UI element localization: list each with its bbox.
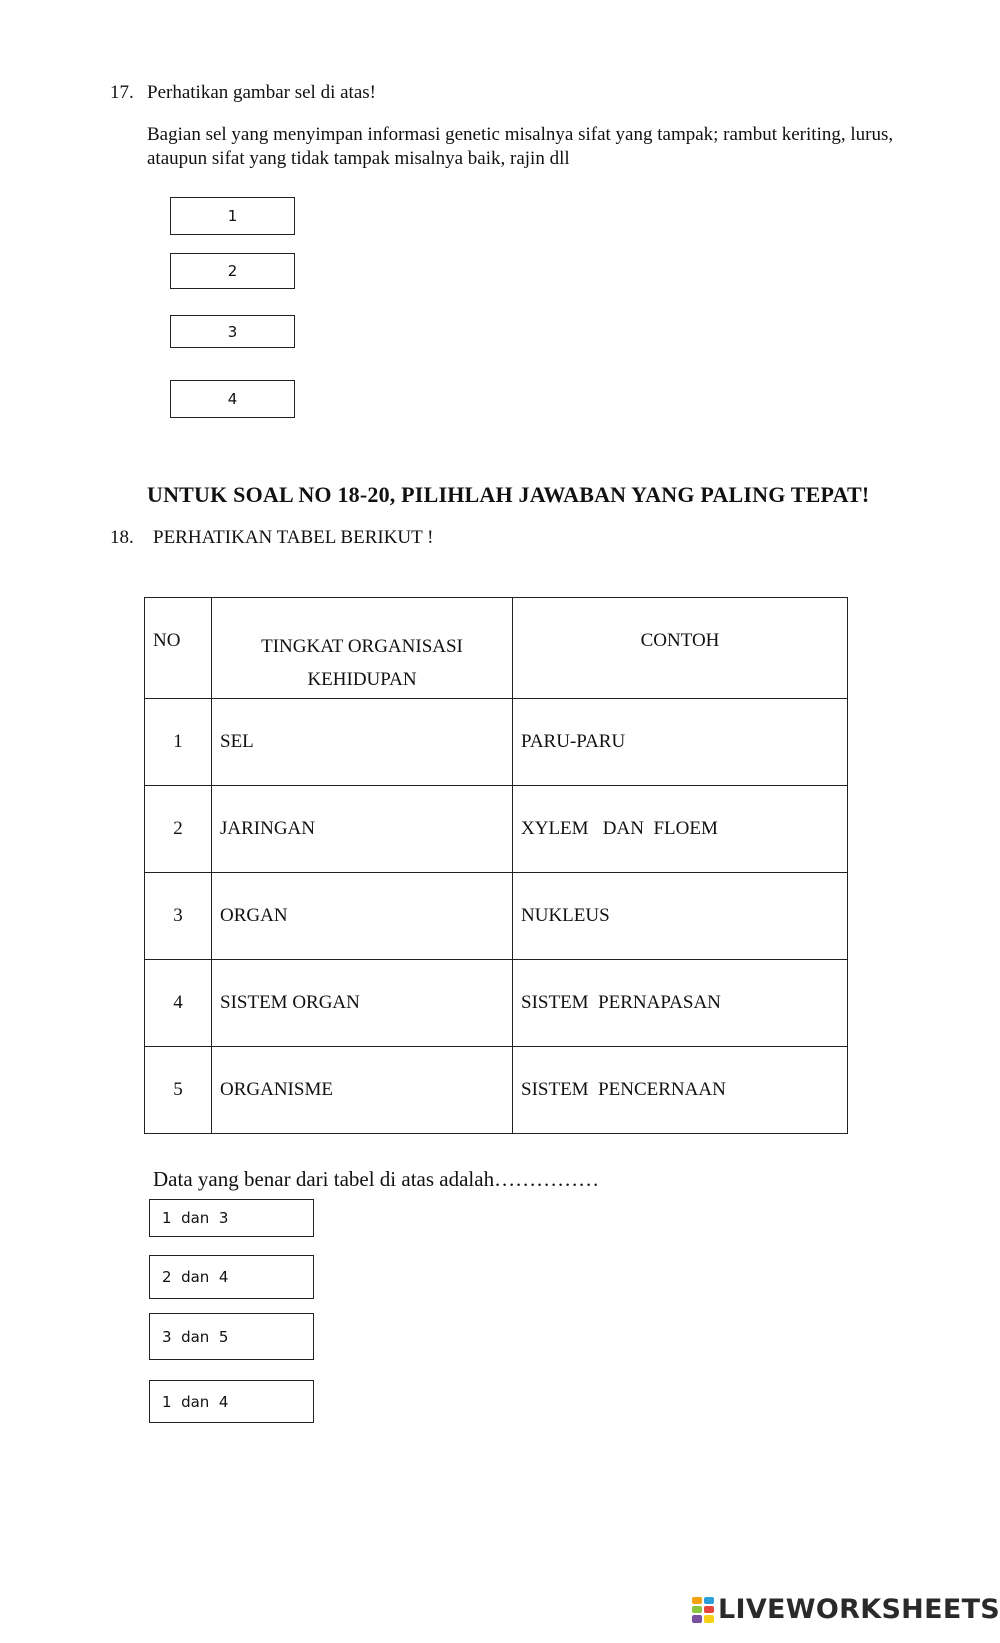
row-no: 1 (145, 699, 212, 786)
row-level: JARINGAN (212, 786, 513, 873)
q17-number: 17. (110, 82, 134, 103)
header-example: CONTOH (640, 630, 720, 651)
q17-description (147, 123, 947, 171)
row-example: PARU-PARU (513, 699, 848, 786)
q18-prompt: PERHATIKAN TABEL BERIKUT ! (153, 527, 434, 548)
header-no-cell (145, 598, 212, 699)
header-level-line1: TINGKAT ORGANISASI (261, 636, 463, 657)
q18-option-4[interactable]: 1 dan 4 (149, 1380, 314, 1423)
q18-question: Data yang benar dari tabel di atas adalah…………… (153, 1167, 600, 1191)
row-example: SISTEM PENCERNAAN (513, 1047, 848, 1134)
row-no: 5 (145, 1047, 212, 1134)
row-no: 4 (145, 960, 212, 1047)
liveworksheets-logo-icon (692, 1597, 714, 1623)
q18-number: 18. (110, 527, 134, 548)
table-row (145, 786, 848, 873)
table-row (145, 1047, 848, 1134)
row-level: ORGAN (212, 873, 513, 960)
row-example: XYLEM DAN FLOEM (513, 786, 848, 873)
q18-option-1[interactable]: 1 dan 3 (149, 1199, 314, 1237)
table-row (145, 873, 848, 960)
row-level: SISTEM ORGAN (212, 960, 513, 1047)
header-level (212, 598, 512, 696)
row-level: ORGANISME (212, 1047, 513, 1134)
q17-description-line1: Bagian sel yang menyimpan informasi genetic misalnya sifat yang tampak; rambut keriting, lurus, (147, 124, 894, 145)
q17-prompt: Perhatikan gambar sel di atas! (147, 82, 376, 103)
q18-option-3[interactable]: 3 dan 5 (149, 1313, 314, 1360)
liveworksheets-logo-text: LIVEWORKSHEETS (718, 1594, 1000, 1625)
q17-option-2[interactable]: 2 (170, 253, 295, 289)
q17-description-line2: ataupun sifat yang tidak tampak misalnya baik, rajin dll (147, 148, 570, 169)
row-level: SEL (212, 699, 513, 786)
header-example-cell (513, 598, 848, 699)
organization-table (144, 597, 848, 1134)
row-no: 3 (145, 873, 212, 960)
header-no: NO (153, 630, 181, 651)
liveworksheets-logo (692, 1594, 1000, 1625)
q17-option-1[interactable]: 1 (170, 197, 295, 235)
q17-option-4[interactable]: 4 (170, 380, 295, 418)
header-level-line2: KEHIDUPAN (307, 669, 417, 690)
header-level-cell (212, 598, 513, 699)
row-example: NUKLEUS (513, 873, 848, 960)
section-heading: UNTUK SOAL NO 18-20, PILIHLAH JAWABAN YANG PALING TEPAT! (147, 482, 870, 507)
row-example: SISTEM PERNAPASAN (513, 960, 848, 1047)
q18-option-2[interactable]: 2 dan 4 (149, 1255, 314, 1299)
table-row (145, 960, 848, 1047)
table-row (145, 699, 848, 786)
row-no: 2 (145, 786, 212, 873)
q17-option-3[interactable]: 3 (170, 315, 295, 348)
table-header-row (145, 598, 848, 699)
